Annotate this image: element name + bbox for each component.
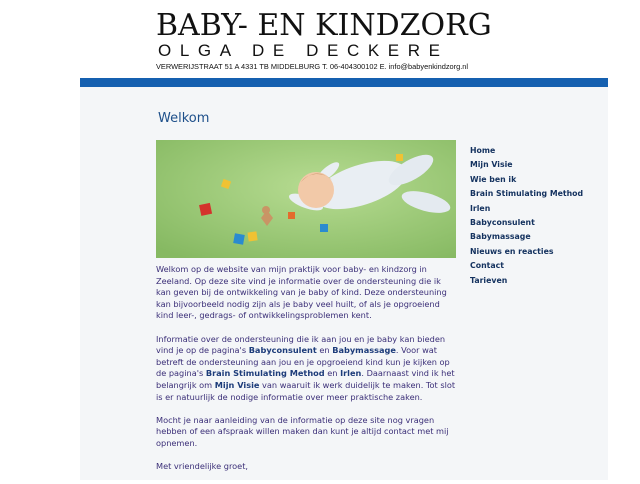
text-segment: . Daarnaast vind ik het belangrijk om <box>156 368 455 390</box>
nav-item-babymassage[interactable]: Babymassage <box>470 232 531 242</box>
link-irlen[interactable]: Irlen <box>340 368 362 379</box>
welcome-text <box>156 264 456 484</box>
sidebar-nav <box>470 144 600 288</box>
contact-address: VERWERIJSTRAAT 51 A 4331 TB MIDDELBURG T. 06-404300102 E. info@babyenkindzorg.nl <box>156 62 469 71</box>
paragraph-contact: Mocht je naar aanleiding van de informatie op deze site nog vragen hebben of een afspraak willen maken dan kunt je altijd contact met mij opnemen. <box>156 414 449 448</box>
nav-item-home[interactable]: Home <box>470 146 496 155</box>
page-title: Welkom <box>158 111 210 126</box>
paragraph-info <box>156 334 456 404</box>
link-brain-stimulating-method[interactable]: Brain Stimulating Method <box>205 368 325 379</box>
nav-item-babyconsulent[interactable]: Babyconsulent <box>470 218 535 228</box>
nav-item-wie-ben-ik[interactable]: Wie ben ik <box>470 174 517 184</box>
baby-on-mat-illustration <box>156 140 456 258</box>
site-logo-title[interactable]: BABY- EN KINDZORG <box>156 8 492 43</box>
nav-item-irlen[interactable]: Irlen <box>470 203 491 213</box>
paragraph-closing: Met vriendelijke groet, <box>156 461 249 472</box>
text-segment: en <box>316 345 333 356</box>
text-segment: . Voor wat betreft de ondersteuning aan jou en je opgroeiend kind kun je kijken op de pagina's <box>156 345 450 379</box>
site-logo-subtitle[interactable]: OLGA DE DECKERE <box>158 41 449 60</box>
text-segment: en <box>324 368 341 379</box>
link-babyconsulent[interactable]: Babyconsulent <box>248 345 317 356</box>
text-segment: van waaruit ik werk duidelijk te maken. Tot slot is er natuurlijk de nodige informatie over meer praktische zaken. <box>156 379 456 402</box>
link-babymassage[interactable]: Babymassage <box>332 345 396 356</box>
link-mijn-visie[interactable]: Mijn Visie <box>214 379 260 390</box>
nav-item-tarieven[interactable]: Tarieven <box>470 275 508 285</box>
text-segment: Informatie over de ondersteuning die ik aan jou en je baby kan bieden vind je op de pagina's <box>156 333 446 356</box>
nav-item-brain-stimulating-method[interactable]: Brain Stimulating Method <box>470 189 584 199</box>
hero-photo-baby <box>156 140 456 258</box>
nav-item-nieuws-en-reacties[interactable]: Nieuws en reacties <box>470 246 554 256</box>
nav-item-mijn-visie[interactable]: Mijn Visie <box>470 160 513 170</box>
paragraph-intro: Welkom op de website van mijn praktijk voor baby- en kindzorg in Zeeland. Op deze site vind je informatie over de ondersteuning die ik kan geven bij de ontwikkeling van je baby of kind. Deze ondersteuning kan bijvoorbeeld nodig zijn als je baby veel huilt, of als je opgroeiend kind leer-, gedrags- of ontwikkelingsproblemen kent. <box>156 264 447 321</box>
header-accent-bar <box>80 78 608 87</box>
nav-item-contact[interactable]: Contact <box>470 261 504 271</box>
site-header <box>0 0 640 78</box>
